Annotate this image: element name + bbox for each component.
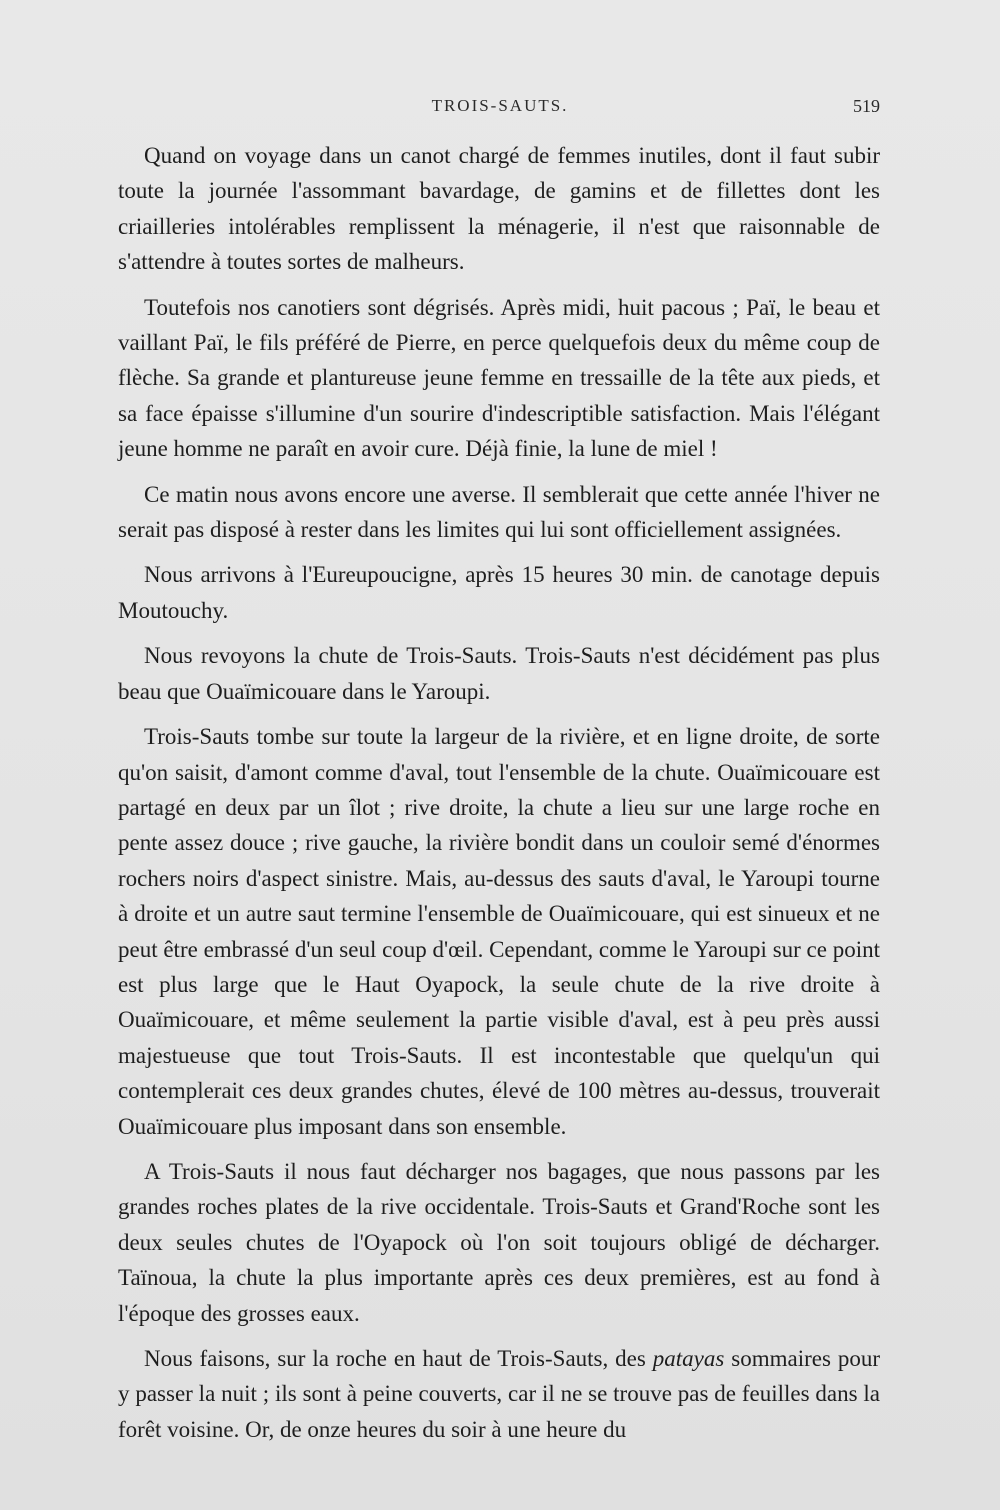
paragraph-6: Trois-Sauts tombe sur toute la largeur de la rivière, et en ligne droite, de sorte qu'on saisit, d'amont comme d'aval, tout l'ensemble de la chute. Ouaïmicouare est partagé en deux par un îlot ; rive droite, la chute a lieu sur une large roche en pente assez douce ; rive gauche, la rivière bondit dans un couloir semé d'énormes rochers noirs d'aspect sinistre. Mais, au-dessus des sauts d'aval, le Yaroupi tourne à droite et un autre saut termine l'ensemble de Ouaïmicouare, qui est sinueux et ne peut être embrassé d'un seul coup d'œil. Cependant, comme le Yaroupi sur ce point est plus large que le Haut Oyapock, la seule chute de la rive droite à Ouaïmicouare, et même seulement la partie visible d'aval, est à peu près aussi majestueuse que tout Trois-Sauts. Il est incontestable que quelqu'un qui contemplerait ces deux grandes chutes, élevé de 100 mètres au-dessus, trouverait Ouaïmicouare plus imposant dans son ensemble. xyxy=(118,724,880,1139)
page-number: 519 xyxy=(853,96,880,116)
paragraph-8-start: Nous faisons, sur la roche en haut de Trois-Sauts, des xyxy=(144,1346,653,1371)
paragraph-4: Nous arrivons à l'Eureupoucigne, après 15 heures 30 min. de canotage depuis Moutouchy. xyxy=(118,562,880,623)
paragraph-1: Quand on voyage dans un canot chargé de femmes inutiles, dont il faut subir toute la journée l'assommant bavardage, de gamins et de fillettes dont les criailleries intolérables remplissent la ménagerie, il n'est que raisonnable de s'attendre à toutes sortes de malheurs. xyxy=(118,143,880,275)
paragraph-5: Nous revoyons la chute de Trois-Sauts. Trois-Sauts n'est décidément pas plus beau que Ouaïmicouare dans le Yaroupi. xyxy=(118,643,880,704)
paragraph-8 xyxy=(118,1341,880,1447)
paragraph-8-end: sommaires pour y passer la nuit ; ils sont à peine couverts, car il ne se trouve pas de feuilles dans la forêt voisine. Or, de onze heures du soir à une heure du xyxy=(118,1346,880,1442)
running-head xyxy=(120,96,880,124)
paragraph-7: A Trois-Sauts il nous faut décharger nos bagages, que nous passons par les grandes roches plates de la rive occidentale. Trois-Sauts et Grand'Roche sont les deux seules chutes de l'Oyapock où l'on soit toujours obligé de décharger. Taïnoua, la chute la plus importante après ces deux premières, est au fond à l'époque des grosses eaux. xyxy=(118,1158,880,1326)
paragraph-3: Ce matin nous avons encore une averse. Il semblerait que cette année l'hiver ne serait pas disposé à rester dans les limites qui lui sont officiellement assignées. xyxy=(118,481,880,543)
running-title: TROIS-SAUTS. xyxy=(431,96,569,115)
paragraph-2: Toutefois nos canotiers sont dégrisés. Après midi, huit pacous ; Paï, le beau et vaillant Paï, le fils préféré de Pierre, en perce quelquefois deux du même coup de flèche. Sa grande et plantureuse jeune femme en tressaille de la tête aux pieds, et sa face épaisse s'illumine d'un sourire d'indescriptible satisfaction. Mais l'élégant jeune homme ne paraît en avoir cure. Déjà finie, la lune de miel ! xyxy=(118,294,880,462)
body-text xyxy=(118,138,880,1457)
paragraph-8-italic-word: patayas xyxy=(652,1346,725,1371)
